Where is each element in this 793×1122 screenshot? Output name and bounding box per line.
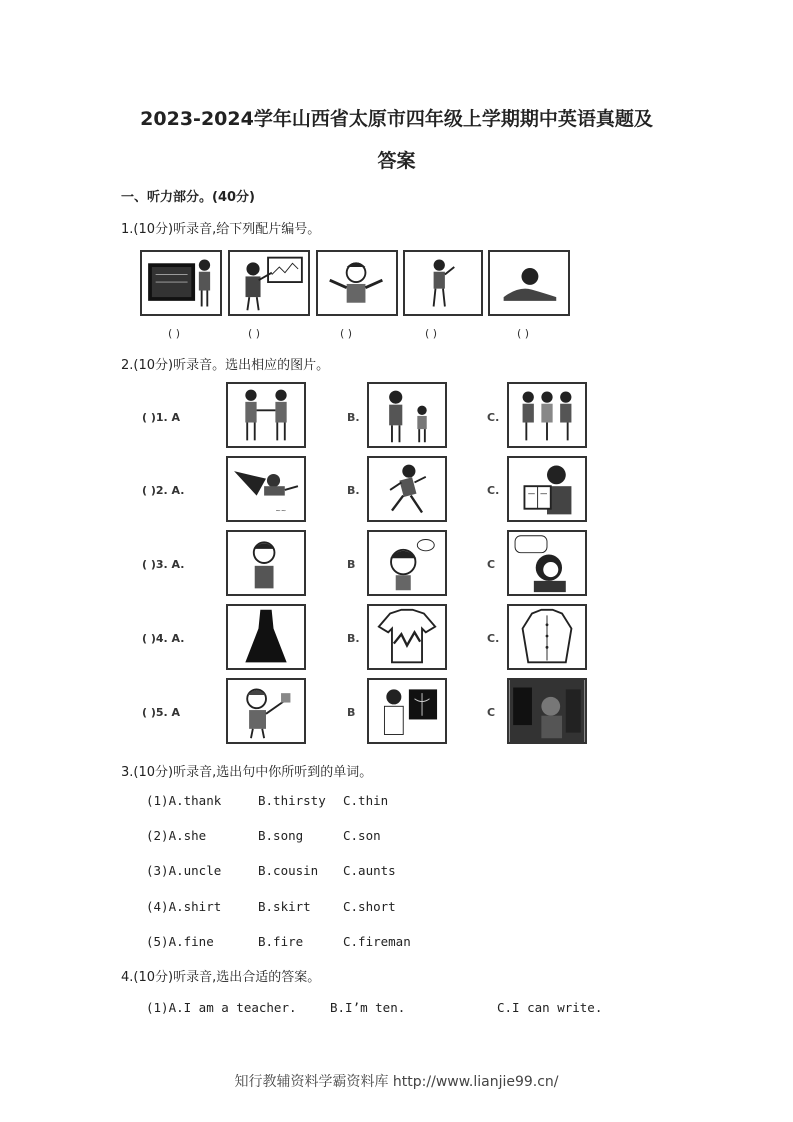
q3-item2-option-b[interactable]: B.song xyxy=(258,828,304,843)
q3-item3-option-c[interactable]: C.aunts xyxy=(343,863,396,878)
q3-item4-option-c[interactable]: C.short xyxy=(343,899,396,914)
q3-item1-option-c[interactable]: C.thin xyxy=(343,793,389,808)
q3-item5-option-b[interactable]: B.fire xyxy=(258,934,304,949)
q2-row2-option-c-picture[interactable] xyxy=(507,456,587,522)
q1-blank-5[interactable]: ( ) xyxy=(517,327,530,340)
q2-row5-option-b-picture[interactable] xyxy=(367,678,447,744)
q2-row5-option-a-picture[interactable] xyxy=(226,678,306,744)
q2-row1-option-b-picture[interactable] xyxy=(367,382,447,448)
q4-item1-option-c[interactable]: C.I can write. xyxy=(497,1000,603,1015)
question-1-text: 1.(10分)听录音,给下列配片编号。 xyxy=(121,222,321,237)
q2-row1-option-b-label: B. xyxy=(347,411,360,424)
q2-row5-option-c-label: C xyxy=(487,706,496,719)
q2-row2-option-a-picture[interactable] xyxy=(226,456,306,522)
q1-blank-2[interactable]: ( ) xyxy=(248,327,261,340)
q2-row4-option-c-label: C. xyxy=(487,632,500,645)
q3-item1-option-b[interactable]: B.thirsty xyxy=(258,793,326,808)
q2-row3-option-b-label: B xyxy=(347,558,356,571)
q2-row3-option-b-picture[interactable] xyxy=(367,530,447,596)
q2-row2-option-b-picture[interactable] xyxy=(367,456,447,522)
q1-picture-3 xyxy=(316,250,398,316)
q2-row5-option-b-label: B xyxy=(347,706,356,719)
q2-row5-label: ( )5. A xyxy=(142,706,181,719)
q2-row2-label: ( )2. A. xyxy=(142,484,185,497)
document-title-line1: 2023-2024学年山西省太原市四年级上学期期中英语真题及 xyxy=(140,108,653,130)
q3-item5-option-a[interactable]: (5)A.fine xyxy=(146,934,214,949)
question-2-text: 2.(10分)听录音。选出相应的图片。 xyxy=(121,358,330,373)
footer-source: 知行教辅资料学霸资料库 http://www.lianjie99.cn/ xyxy=(234,1074,559,1090)
q2-row2-option-c-label: C. xyxy=(487,484,500,497)
q3-item5-option-c[interactable]: C.fireman xyxy=(343,934,411,949)
q2-row3-option-a-picture[interactable] xyxy=(226,530,306,596)
question-3-text: 3.(10分)听录音,选出句中你所听到的单词。 xyxy=(121,765,373,780)
document-title-line2: 答案 xyxy=(377,150,416,172)
q2-row4-option-a-picture[interactable] xyxy=(226,604,306,670)
question-4-text: 4.(10分)听录音,选出合适的答案。 xyxy=(121,970,321,985)
q3-item4-option-a[interactable]: (4)A.shirt xyxy=(146,899,222,914)
q2-row5-option-c-picture[interactable] xyxy=(507,678,587,744)
q2-row4-label: ( )4. A. xyxy=(142,632,185,645)
q1-blank-3[interactable]: ( ) xyxy=(340,327,353,340)
q3-item3-option-a[interactable]: (3)A.uncle xyxy=(146,863,222,878)
q4-item1-option-a[interactable]: (1)A.I am a teacher. xyxy=(146,1000,297,1015)
q3-item4-option-b[interactable]: B.skirt xyxy=(258,899,311,914)
q2-row3-label: ( )3. A. xyxy=(142,558,185,571)
q2-row3-option-c-picture[interactable] xyxy=(507,530,587,596)
q2-row1-option-c-label: C. xyxy=(487,411,500,424)
q2-row4-option-b-picture[interactable] xyxy=(367,604,447,670)
q2-row4-option-c-picture[interactable] xyxy=(507,604,587,670)
q1-picture-2 xyxy=(228,250,310,316)
q4-item1-option-b[interactable]: B.I’m ten. xyxy=(330,1000,406,1015)
q2-row1-label: ( )1. A xyxy=(142,411,181,424)
q3-item1-option-a[interactable]: (1)A.thank xyxy=(146,793,222,808)
section-heading: 一、听力部分。(40分) xyxy=(121,190,255,205)
q1-blank-1[interactable]: ( ) xyxy=(168,327,181,340)
q2-row2-option-b-label: B. xyxy=(347,484,360,497)
q1-blank-4[interactable]: ( ) xyxy=(425,327,438,340)
q3-item2-option-a[interactable]: (2)A.she xyxy=(146,828,207,843)
q2-row1-option-c-picture[interactable] xyxy=(507,382,587,448)
q2-row1-option-a-picture[interactable] xyxy=(226,382,306,448)
q1-picture-5 xyxy=(488,250,570,316)
q3-item3-option-b[interactable]: B.cousin xyxy=(258,863,319,878)
q2-row3-option-c-label: C xyxy=(487,558,496,571)
svg-text:~~: ~~ xyxy=(275,506,287,515)
q1-picture-1 xyxy=(140,250,222,316)
q3-item2-option-c[interactable]: C.son xyxy=(343,828,381,843)
q1-picture-4 xyxy=(403,250,483,316)
q2-row4-option-b-label: B. xyxy=(347,632,360,645)
